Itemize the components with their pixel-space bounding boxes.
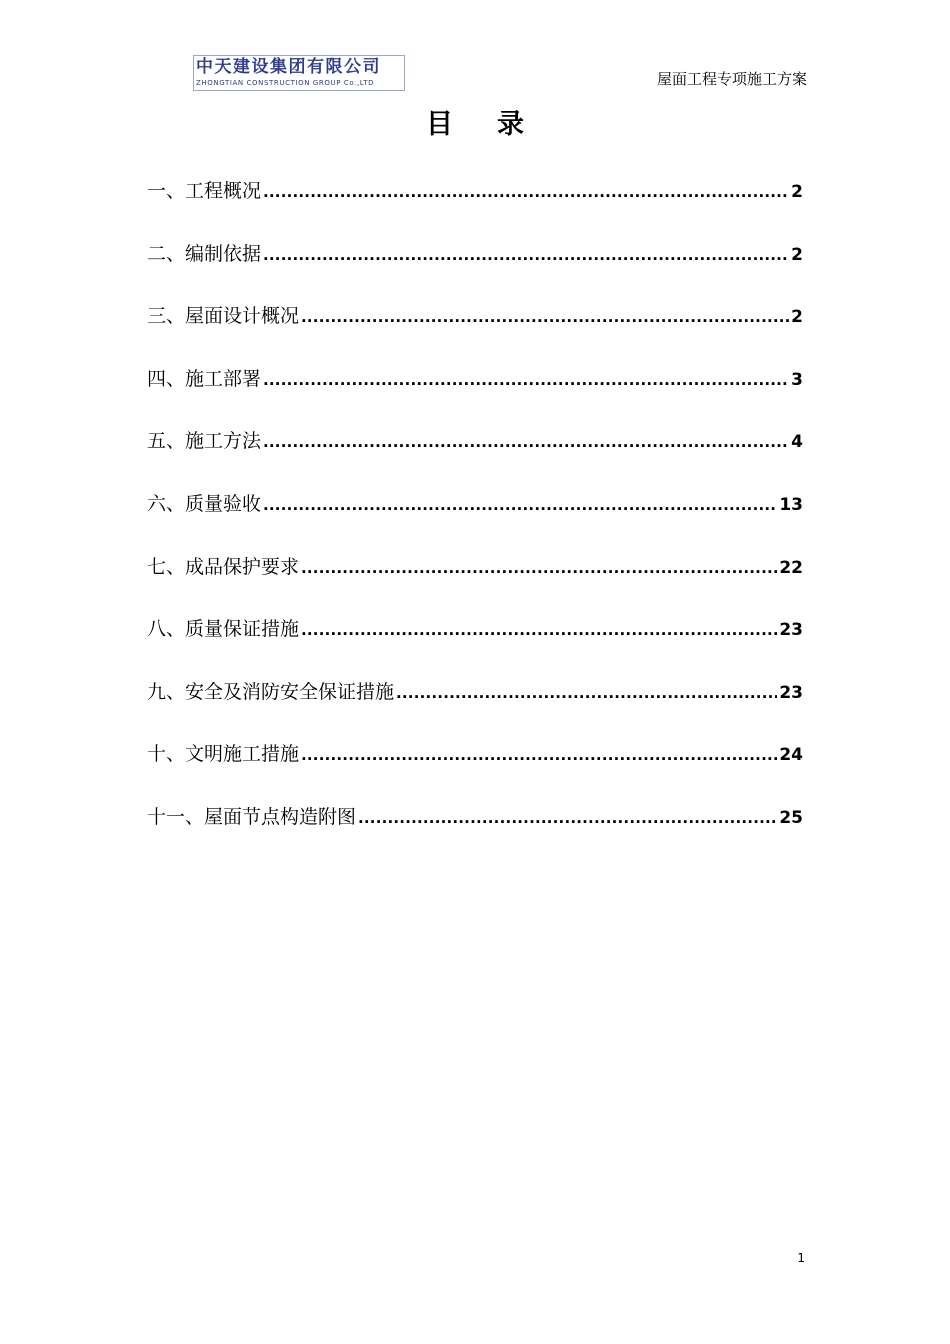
toc-entry[interactable] (147, 172, 803, 235)
toc-leader-dots (263, 423, 789, 461)
toc-entry[interactable] (147, 297, 803, 360)
toc-entry-label: 十、文明施工措施 (147, 743, 300, 766)
toc-entry[interactable] (147, 610, 803, 673)
header-divider (145, 95, 805, 96)
toc-entry[interactable] (147, 673, 803, 736)
header-document-title: 屋面工程专项施工方案 (656, 70, 807, 88)
toc-entry[interactable] (147, 360, 803, 423)
toc-entry[interactable] (147, 235, 803, 298)
table-of-contents (147, 172, 803, 861)
toc-entry[interactable] (147, 548, 803, 611)
toc-entry-label: 一、工程概况 (147, 180, 262, 202)
logo-chinese-name: 中天建设集团有限公司 (196, 57, 381, 77)
toc-heading (0, 106, 950, 144)
toc-entry-label: 九、安全及消防安全保证措施 (147, 680, 395, 703)
toc-entry-label: 八、质量保证措施 (147, 618, 300, 641)
toc-entry[interactable] (147, 422, 803, 485)
toc-entry-label: 三、屋面设计概况 (147, 305, 300, 328)
toc-entry-label: 六、质量验收 (147, 492, 262, 515)
toc-leader-dots (301, 736, 777, 774)
toc-entry-label: 四、施工部署 (147, 367, 262, 390)
page-number: 1 (797, 1251, 805, 1265)
toc-entry-page: 2 (791, 182, 803, 202)
toc-leader-dots (396, 674, 777, 712)
toc-leader-dots (301, 549, 777, 587)
toc-entry-label: 十一、屋面节点构造附图 (147, 805, 357, 828)
toc-leader-dots (263, 486, 777, 524)
toc-entry-page: 3 (791, 369, 803, 390)
toc-entry-label: 二、编制依据 (147, 242, 262, 265)
toc-entry-page: 22 (779, 557, 803, 578)
toc-entry[interactable] (147, 485, 803, 548)
toc-leader-dots (301, 298, 789, 336)
toc-entry-page: 2 (791, 244, 803, 265)
toc-entry-page: 4 (791, 432, 803, 453)
toc-entry[interactable] (147, 735, 803, 798)
toc-entry[interactable] (147, 798, 803, 861)
toc-entry-label: 七、成品保护要求 (147, 555, 300, 578)
toc-entry-page: 13 (779, 494, 803, 515)
toc-entry-label: 五、施工方法 (147, 430, 262, 453)
company-logo (193, 55, 405, 91)
toc-leader-dots (358, 799, 777, 837)
toc-entry-page: 24 (779, 745, 803, 766)
toc-heading-char-1: 目 (426, 109, 453, 140)
toc-leader-dots (263, 236, 789, 274)
toc-heading-char-2: 录 (497, 109, 524, 140)
toc-leader-dots (263, 173, 789, 211)
toc-leader-dots (263, 361, 789, 399)
toc-entry-page: 2 (791, 307, 803, 328)
toc-leader-dots (301, 611, 777, 649)
logo-english-name: ZHONGTIAN CONSTRUCTION GROUP Co.,LTD (196, 79, 375, 87)
toc-entry-page: 25 (779, 807, 803, 828)
toc-entry-page: 23 (779, 620, 803, 641)
toc-entry-page: 23 (779, 682, 803, 703)
